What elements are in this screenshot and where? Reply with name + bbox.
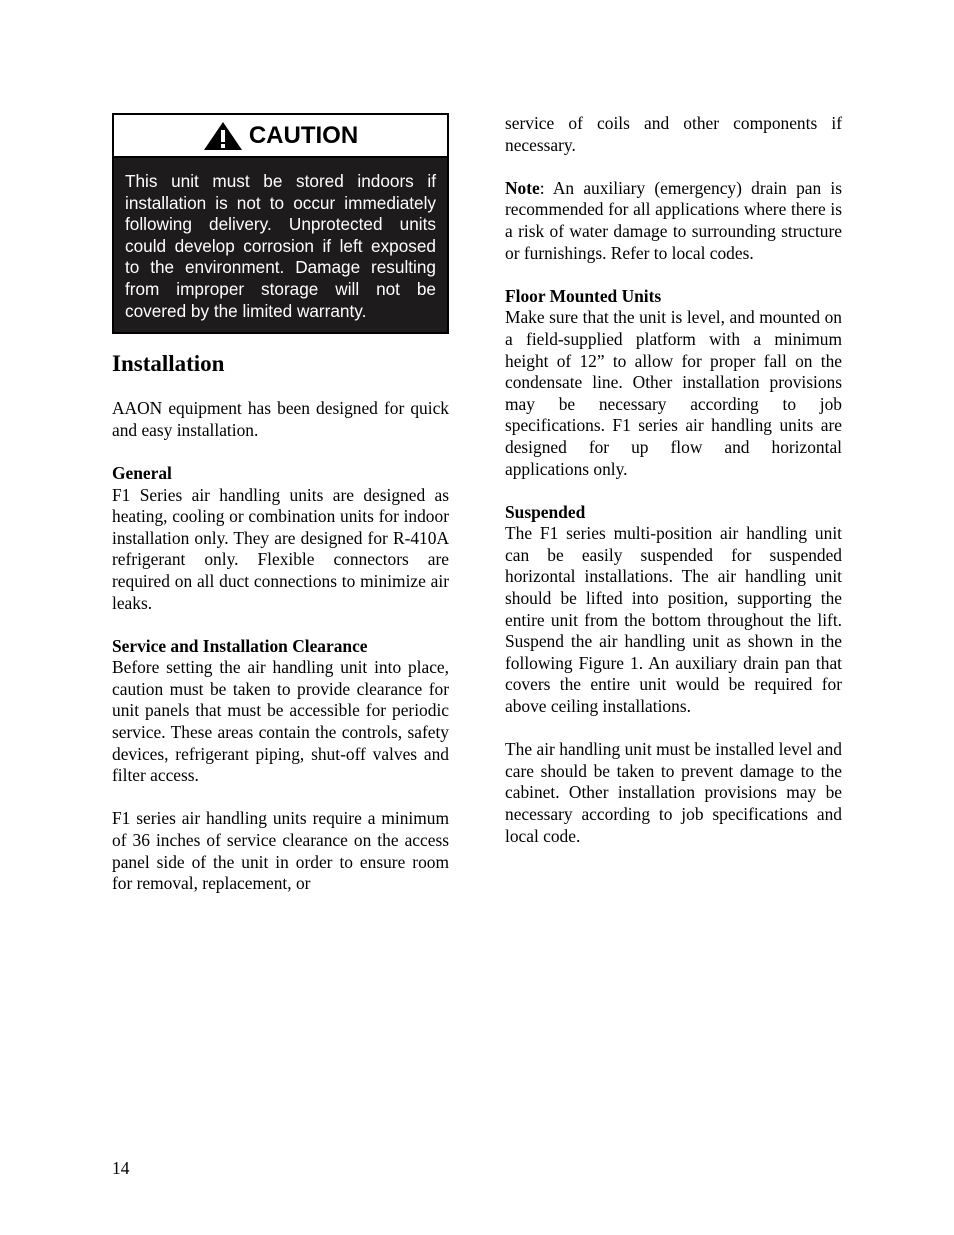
note-paragraph	[505, 178, 842, 264]
installation-intro: AAON equipment has been designed for quick and easy installation.	[112, 398, 449, 440]
warning-triangle-icon	[203, 121, 243, 151]
suspended-section	[505, 502, 842, 718]
clearance-body-1: Before setting the air handling unit into place, caution must be taken to provide clearance for unit panels that must be accessible for periodic service. These areas contain the controls, safety devices, refrigerant piping, shut-off valves and filter access.	[112, 657, 449, 786]
suspended-heading: Suspended	[505, 501, 586, 522]
caution-box	[112, 113, 449, 334]
clearance-continued: service of coils and other components if necessary.	[505, 113, 842, 155]
floor-heading: Floor Mounted Units	[505, 285, 662, 306]
general-section	[112, 463, 449, 614]
suspended-body-2: The air handling unit must be installed level and care should be taken to prevent damage to the cabinet. Other installation provisions may be necessary according to job specifications and local code.	[505, 739, 842, 846]
clearance-section	[112, 636, 449, 787]
floor-section	[505, 286, 842, 480]
caution-header	[114, 115, 447, 158]
note-label: Note	[505, 177, 540, 198]
general-heading: General	[112, 462, 172, 483]
section-heading-installation: Installation	[112, 351, 225, 377]
page-number: 14	[112, 1158, 130, 1178]
right-column	[505, 113, 842, 847]
clearance-heading: Service and Installation Clearance	[112, 635, 368, 656]
general-body: F1 Series air handling units are designed as heating, cooling or combination units for indoor installation only. They are designed for R-410A refrigerant only. Flexible connectors are required on all duct connections to minimize air leaks.	[112, 484, 449, 613]
clearance-body-2: F1 series air handling units require a minimum of 36 inches of service clearance on the access panel side of the unit in order to ensure room for removal, replacement, or	[112, 808, 449, 894]
floor-body: Make sure that the unit is level, and mounted on a field-supplied platform with a minimum height of 12” to allow for proper fall on the condensate line. Other installation provisions may be necessary according to job specifications. F1 series air handling units are designed for up flow and horizontal applications only.	[505, 307, 842, 479]
left-column	[112, 113, 449, 895]
caution-text: This unit must be stored indoors if installation is not to occur immediately following delivery. Unprotected units could develop corrosion if left exposed to the environment. Damage resulting from improper storage will not be covered by the limited warranty.	[114, 158, 447, 332]
caution-title: CAUTION	[248, 121, 359, 149]
suspended-body-1: The F1 series multi-position air handling unit can be easily suspended for suspended horizontal installations. The air handling unit should be lifted into position, supporting the entire unit from the bottom throughout the lift. Suspend the air handling unit as shown in the following Figure 1. An auxiliary drain pan that covers the entire unit would be required for above ceiling installations.	[505, 523, 842, 717]
note-body: : An auxiliary (emergency) drain pan is recommended for all applications where there is a risk of water damage to surrounding structure or furnishings. Refer to local codes.	[505, 177, 842, 263]
